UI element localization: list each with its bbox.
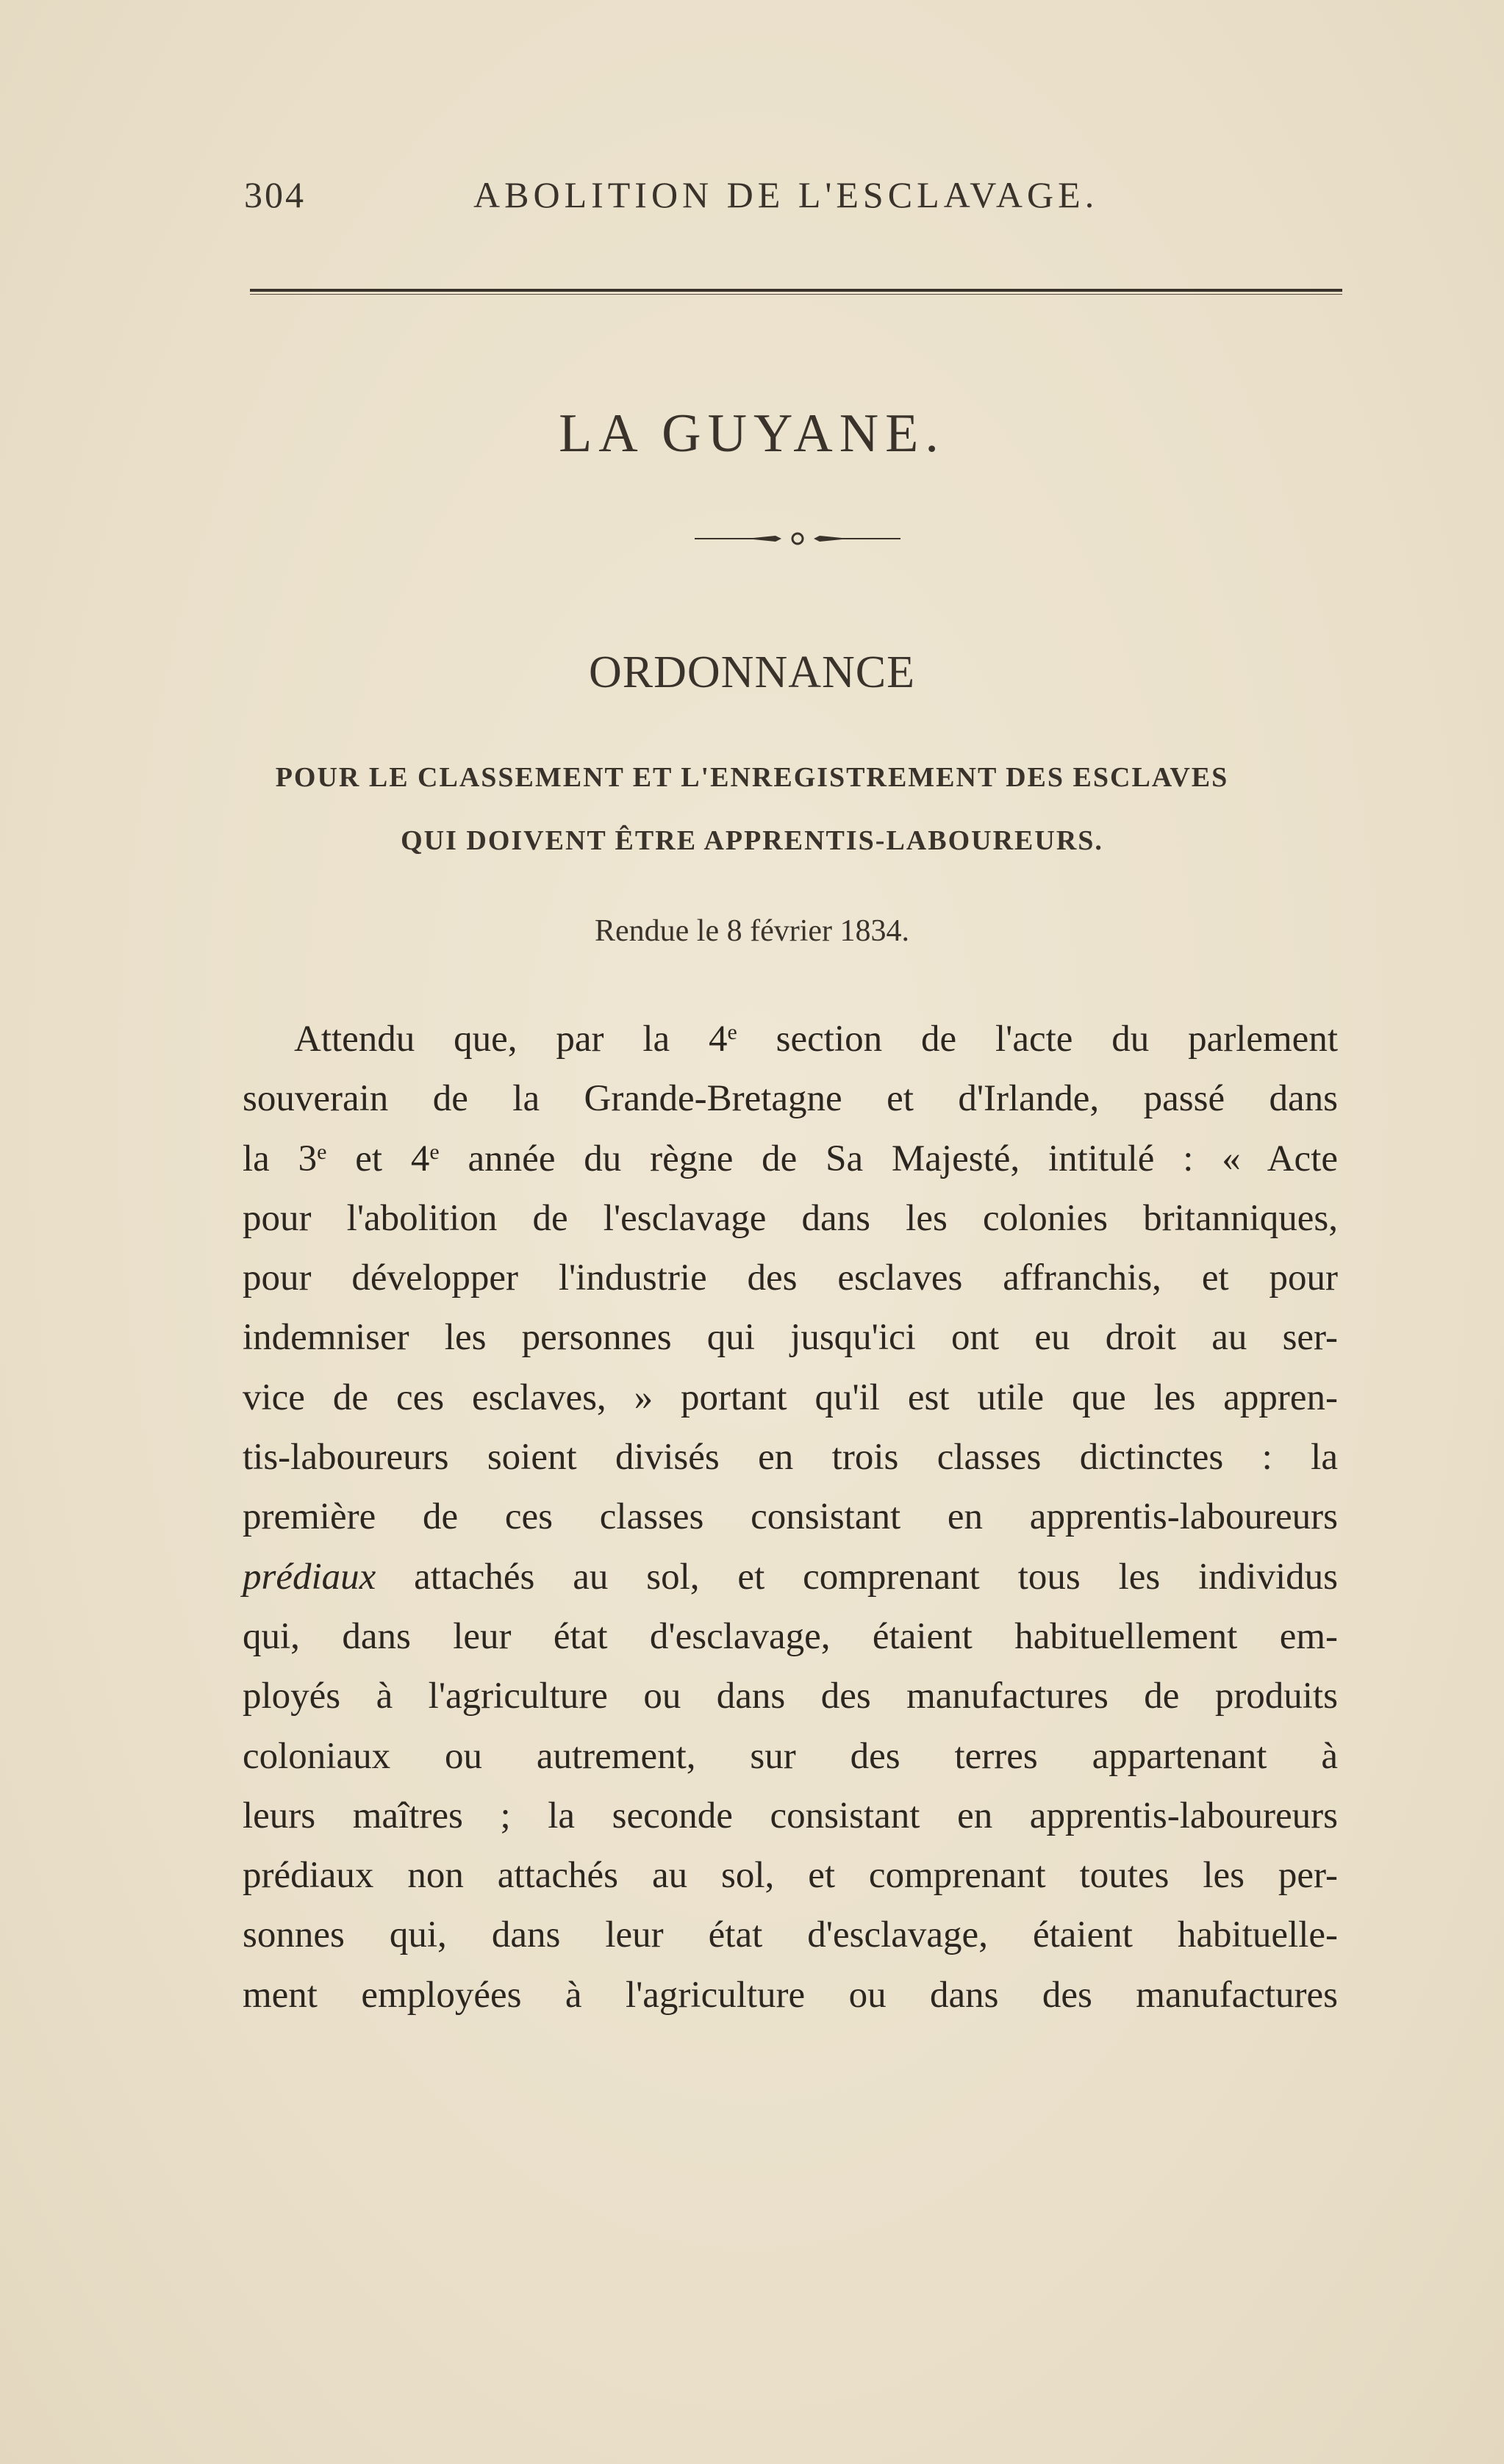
- text-line: tis-laboureurs soient divisés en trois classes dictinctes : la: [243, 1437, 1338, 1479]
- text-line: sonnes qui, dans leur état d'esclavage, étaient habituelle-: [243, 1914, 1338, 1956]
- text-line: pour l'abolition de l'esclavage dans les colonies britanniques,: [243, 1197, 1338, 1239]
- text-line: prédiaux non attachés au sol, et comprenant toutes les per-: [243, 1855, 1338, 1897]
- text-line: qui, dans leur état d'esclavage, étaient habituellement em-: [243, 1615, 1338, 1657]
- header-rule-thin: [250, 294, 1342, 295]
- ornament-divider: [695, 528, 900, 550]
- subtitle-line-1: POUR LE CLASSEMENT ET L'ENREGISTREMENT DES ESCLAVES: [275, 762, 1229, 793]
- text-line: souverain de la Grande-Bretagne et d'Irlande, passé dans: [243, 1078, 1338, 1120]
- text-line: pour développer l'industrie des esclaves affranchis, et pour: [243, 1257, 1338, 1299]
- region-title: LA GUYANE.: [559, 403, 945, 464]
- running-title: ABOLITION DE L'ESCLAVAGE.: [473, 174, 1099, 215]
- subtitle-line-2: QUI DOIVENT ÊTRE APPRENTIS-LABOUREURS.: [401, 825, 1103, 856]
- date-line: Rendue le 8 février 1834.: [594, 914, 910, 948]
- running-head: [244, 173, 1347, 218]
- text-line: leurs maîtres ; la seconde consistant en apprentis-laboureurs: [243, 1795, 1338, 1836]
- text-line: indemniser les personnes qui jusqu'ici ont eu droit au ser-: [243, 1317, 1338, 1359]
- text-line: la 3e et 4e année du règne de Sa Majesté, intitulé : « Acte: [243, 1138, 1338, 1179]
- document-type-heading: ORDONNANCE: [589, 647, 915, 697]
- header-rule-thick: [250, 289, 1342, 292]
- body-text: [243, 1010, 1338, 2025]
- text-line: coloniaux ou autrement, sur des terres appartenant à: [243, 1735, 1338, 1777]
- page-number: 304: [244, 174, 306, 215]
- text-line: prédiaux attachés au sol, et comprenant tous les individus: [243, 1556, 1338, 1598]
- text-line: première de ces classes consistant en apprentis-laboureurs: [243, 1496, 1338, 1538]
- header-rule: [250, 289, 1342, 295]
- text-line: Attendu que, par la 4e section de l'acte du parlement: [294, 1019, 1338, 1060]
- text-line: ment employées à l'agriculture ou dans des manufactures: [243, 1974, 1338, 2016]
- text-line: ployés à l'agriculture ou dans des manufactures de produits: [243, 1675, 1338, 1717]
- text-line: vice de ces esclaves, » portant qu'il est utile que les appren-: [243, 1376, 1338, 1418]
